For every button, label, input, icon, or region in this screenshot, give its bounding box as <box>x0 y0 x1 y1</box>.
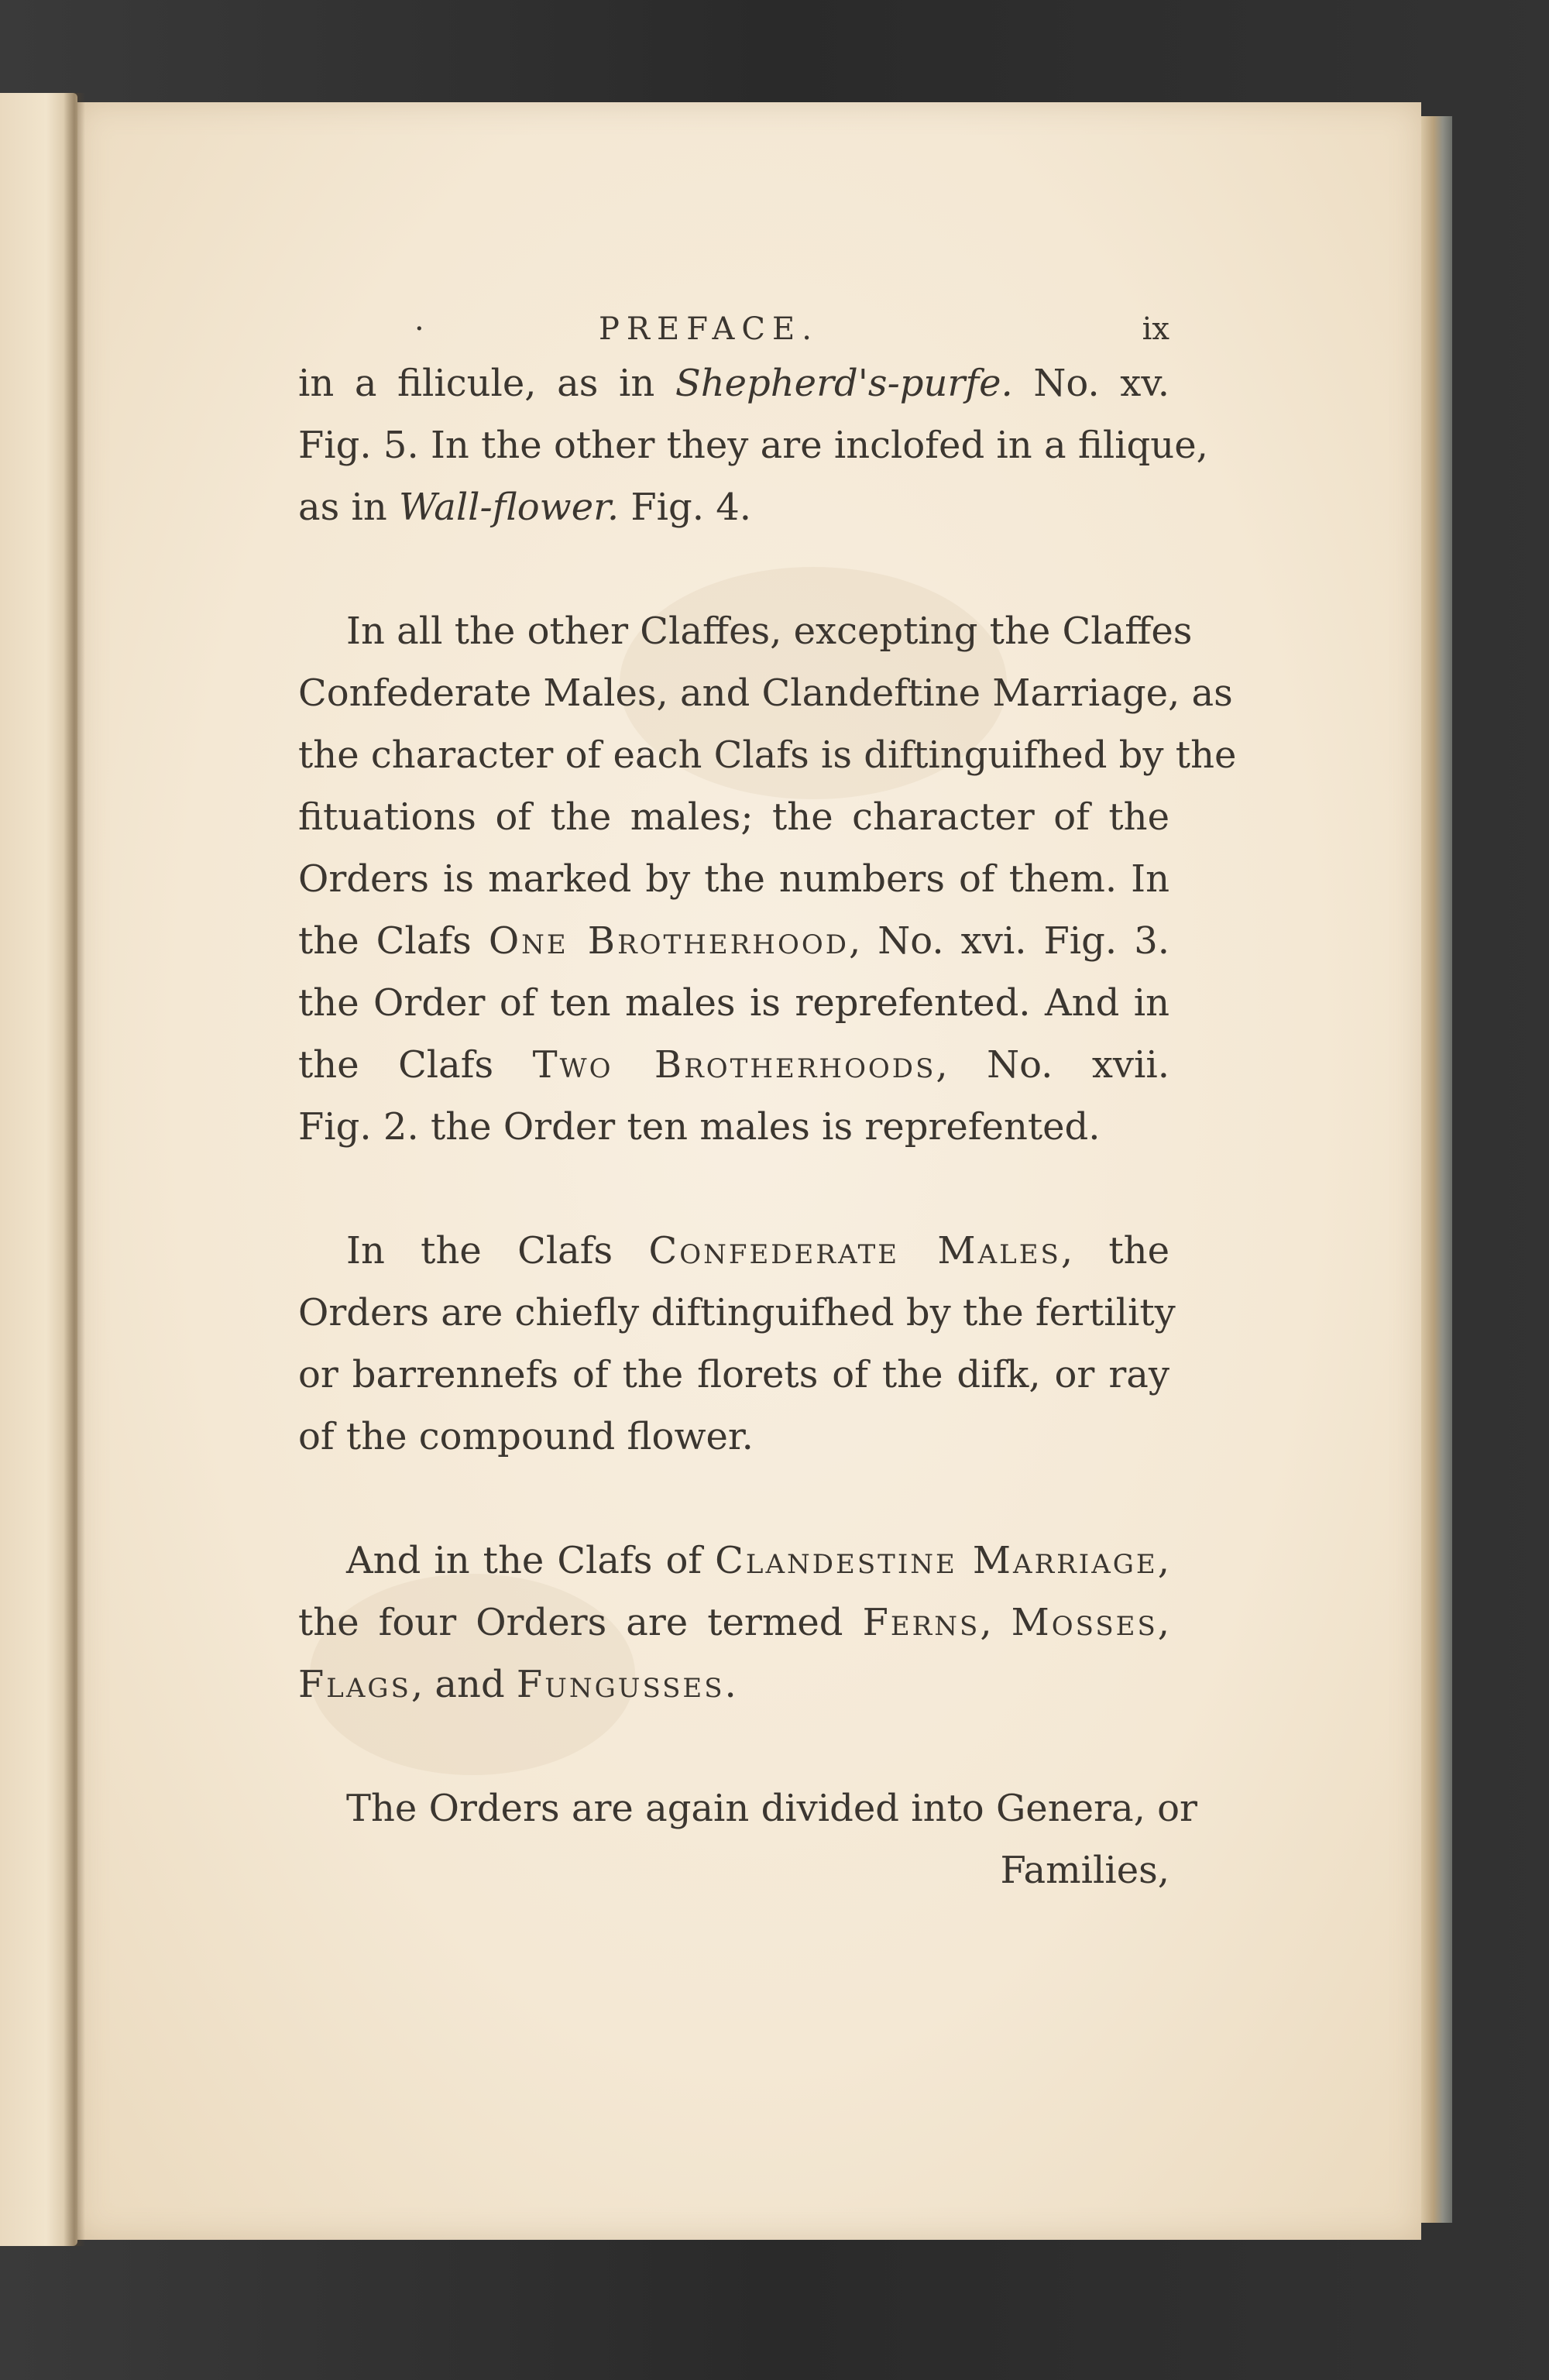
text-line: as in Wall-flower. Fig. 4. <box>298 486 752 529</box>
book-gutter <box>64 93 85 2246</box>
text-line: Flags, and Fungusses. <box>298 1663 737 1706</box>
text-line: Orders are chiefly diftinguifhed by the fertility <box>298 1291 1176 1334</box>
text-line: fituations of the males; the character of the <box>298 795 1169 839</box>
text-line: or barrennefs of the florets of the difk, or ray <box>298 1353 1169 1396</box>
text-line: Fig. 2. the Order ten males is reprefented. <box>298 1105 1101 1149</box>
text-line: Orders is marked by the numbers of them. In <box>298 857 1169 901</box>
text-line: In all the other Claffes, excepting the Claffes <box>346 610 1193 653</box>
text-line: the character of each Clafs is diftinguifhed by the <box>298 733 1237 777</box>
page-title: PREFACE. <box>599 311 819 347</box>
text-line: the Order of ten males is reprefented. And in <box>298 981 1169 1025</box>
running-header <box>298 298 1169 352</box>
text-line: in a filicule, as in Shepherd's-purfe. No. xv. <box>298 362 1170 405</box>
page-number: ix <box>1142 311 1169 347</box>
text-line: the Clafs Two Brotherhoods, No. xvii. <box>298 1043 1170 1087</box>
text-line: of the compound flower. <box>298 1415 754 1458</box>
right-page-edge <box>1421 116 1452 2223</box>
text-line: Confederate Males, and Clandeftine Marriage, as <box>298 671 1233 715</box>
text-line: the Clafs One Brotherhood, No. xvi. Fig. 3. <box>298 919 1170 963</box>
text-line: the four Orders are termed Ferns, Mosses, <box>298 1601 1170 1644</box>
text-line: The Orders are again divided into Genera, or <box>346 1787 1197 1830</box>
page-text <box>298 298 1237 1901</box>
catchword: Families, <box>1000 1849 1169 1892</box>
text-line: In the Clafs Confederate Males, the <box>346 1229 1169 1272</box>
header-dot: · <box>414 311 424 347</box>
text-line: And in the Clafs of Clandestine Marriage, <box>346 1539 1170 1582</box>
text-line: Fig. 5. In the other they are inclofed in a filique, <box>298 424 1208 467</box>
